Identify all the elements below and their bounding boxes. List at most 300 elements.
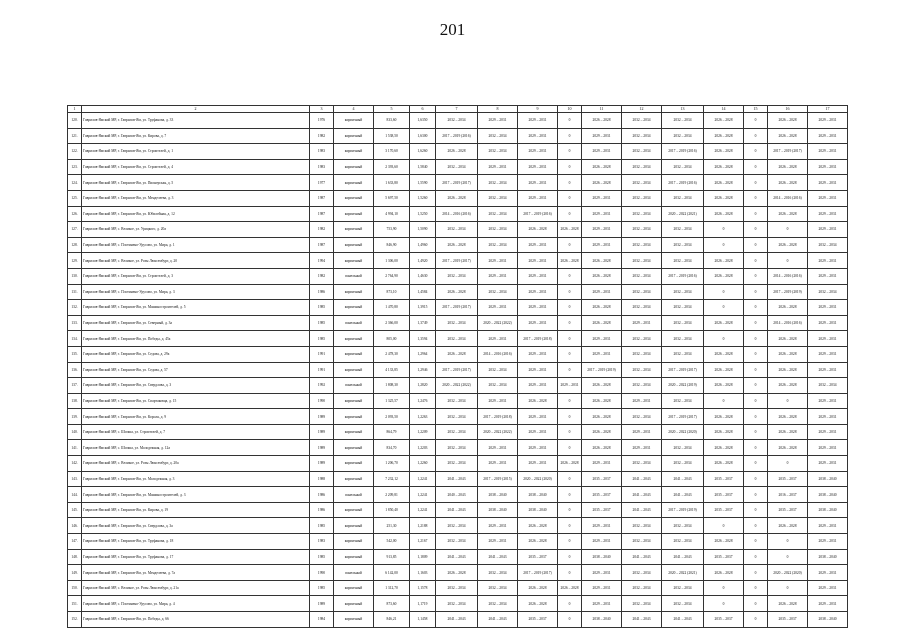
table-cell: 2032 – 2034: [478, 565, 518, 581]
address-cell: Гаврилов-Ямский МР, с. Великое, ул. Розы Люксембург, д. 20: [82, 253, 310, 269]
table-cell: 2029 – 2031: [518, 159, 558, 175]
table-cell: 2032 – 2034: [662, 113, 704, 129]
table-cell: 2017 – 2019 (2017): [436, 300, 478, 316]
table-cell: 0: [744, 144, 768, 160]
table-cell: 6 142,00: [374, 565, 410, 581]
table-cell: 2032 – 2034: [662, 190, 704, 206]
table-cell: кирпичный: [334, 596, 374, 612]
table-cell: 2029 – 2031: [478, 440, 518, 456]
table-cell: кирпичный: [334, 128, 374, 144]
table-cell: 2017 – 2019 (2019): [768, 284, 808, 300]
table-cell: 2017 – 2019 (2017): [436, 175, 478, 191]
table-cell: 2026 – 2028: [582, 315, 622, 331]
table-cell: 4 133,85: [374, 362, 410, 378]
table-cell: 2029 – 2031: [808, 315, 848, 331]
table-cell: кирпичный: [334, 424, 374, 440]
table-cell: 2035 – 2037: [704, 471, 744, 487]
table-cell: 1,1719: [410, 596, 436, 612]
table-cell: 0: [704, 393, 744, 409]
table-cell: 0: [744, 300, 768, 316]
table-cell: 1 850,40: [374, 502, 410, 518]
table-cell: панельный: [334, 268, 374, 284]
table-cell: 2029 – 2031: [518, 300, 558, 316]
table-cell: 137.: [68, 378, 82, 394]
table-cell: 2032 – 2034: [662, 393, 704, 409]
table-cell: 2032 – 2034: [436, 159, 478, 175]
table-cell: 2029 – 2031: [582, 190, 622, 206]
table-cell: 2032 – 2034: [436, 456, 478, 472]
table-cell: 2026 – 2028: [582, 378, 622, 394]
table-cell: 2041 – 2043: [662, 471, 704, 487]
table-cell: 2017 – 2019 (2019): [662, 502, 704, 518]
table-cell: 2032 – 2034: [436, 222, 478, 238]
address-cell: Гаврилов-Ямский МР, с. Шопша, ул. Молодежная, д. 12а: [82, 440, 310, 456]
table-row: [68, 190, 848, 206]
table-cell: 2029 – 2031: [808, 253, 848, 269]
table-cell: 0: [744, 268, 768, 284]
table-cell: кирпичный: [334, 346, 374, 362]
table-cell: 2026 – 2028: [436, 346, 478, 362]
table-cell: 0: [558, 128, 582, 144]
table-cell: 2029 – 2031: [808, 424, 848, 440]
header-cell: 8: [478, 106, 518, 113]
table-cell: 1,5590: [410, 175, 436, 191]
table-cell: 1,5090: [410, 222, 436, 238]
table-cell: 2029 – 2031: [808, 534, 848, 550]
table-row: [68, 440, 848, 456]
table-cell: 2017 – 2019 (2016): [662, 268, 704, 284]
table-cell: 0: [744, 440, 768, 456]
table-cell: 2032 – 2034: [478, 206, 518, 222]
table-cell: 2038 – 2040: [808, 549, 848, 565]
table-cell: 2026 – 2028: [436, 237, 478, 253]
table-cell: 2032 – 2034: [436, 409, 478, 425]
table-cell: 2026 – 2028: [768, 300, 808, 316]
address-cell: Гаврилов-Ямский МР, г. Гаврилов-Ям, ул. Седова, д. 57: [82, 362, 310, 378]
table-cell: 2029 – 2031: [808, 440, 848, 456]
header-cell: 15: [744, 106, 768, 113]
table-cell: 0: [704, 222, 744, 238]
table-cell: 2029 – 2031: [582, 128, 622, 144]
table-cell: 2032 – 2034: [622, 565, 662, 581]
table-cell: 150.: [68, 580, 82, 596]
table-cell: 141.: [68, 440, 82, 456]
table-cell: 2014 – 2016 (2016): [768, 190, 808, 206]
table-cell: 0: [768, 456, 808, 472]
table-cell: 1982: [310, 128, 334, 144]
table-cell: кирпичный: [334, 113, 374, 129]
table-cell: 2029 – 2031: [518, 268, 558, 284]
table-cell: 2032 – 2034: [436, 440, 478, 456]
table-cell: 2029 – 2031: [582, 565, 622, 581]
table-cell: 2 209,81: [374, 487, 410, 503]
table-cell: 1,4584: [410, 284, 436, 300]
table-cell: 0: [744, 502, 768, 518]
table-cell: 0: [744, 549, 768, 565]
table-cell: 2032 – 2034: [622, 206, 662, 222]
table-cell: 125.: [68, 190, 82, 206]
table-cell: 2020 – 2022 (2022): [478, 424, 518, 440]
table-cell: 1,2476: [410, 393, 436, 409]
table-cell: 2026 – 2028: [436, 190, 478, 206]
table-cell: 1986: [310, 487, 334, 503]
table-cell: кирпичный: [334, 331, 374, 347]
table-cell: 0: [744, 222, 768, 238]
table-row: [68, 300, 848, 316]
table-cell: 834,70: [374, 440, 410, 456]
header-cell: 1: [68, 106, 82, 113]
table-cell: 2032 – 2034: [622, 346, 662, 362]
table-cell: 2032 – 2034: [808, 378, 848, 394]
table-cell: 2041 – 2043: [478, 549, 518, 565]
table-cell: 143.: [68, 471, 82, 487]
table-cell: 2026 – 2028: [582, 113, 622, 129]
table-cell: 1 633,80: [374, 175, 410, 191]
table-cell: 2029 – 2031: [518, 346, 558, 362]
table-cell: 0: [744, 580, 768, 596]
table-cell: 0: [744, 190, 768, 206]
table-row: [68, 471, 848, 487]
table-cell: 144.: [68, 487, 82, 503]
table-cell: 2029 – 2031: [518, 175, 558, 191]
table-cell: 2026 – 2028: [582, 440, 622, 456]
table-cell: 0: [704, 596, 744, 612]
table-cell: 2029 – 2031: [622, 315, 662, 331]
table-cell: 2026 – 2028: [768, 159, 808, 175]
table-cell: 0: [558, 487, 582, 503]
table-cell: 126.: [68, 206, 82, 222]
table-cell: 2017 – 2019 (2018): [478, 409, 518, 425]
table-cell: 130.: [68, 268, 82, 284]
header-cell: 13: [662, 106, 704, 113]
address-cell: Гаврилов-Ямский МР, с. Плотинено-Урусово, ул. Мира, д. 1: [82, 237, 310, 253]
address-cell: Гаврилов-Ямский МР, г. Гаврилов-Ям, ул. Свердлова, д. 3: [82, 378, 310, 394]
table-cell: 142.: [68, 456, 82, 472]
table-cell: 2029 – 2031: [582, 284, 622, 300]
table-cell: 2029 – 2031: [478, 456, 518, 472]
table-cell: 2026 – 2028: [582, 300, 622, 316]
table-cell: 2 478,30: [374, 346, 410, 362]
table-cell: 805,00: [374, 331, 410, 347]
table-cell: 1 470,80: [374, 300, 410, 316]
address-cell: Гаврилов-Ямский МР, г. Гаврилов-Ям, ул. Труфанова, д. 18: [82, 534, 310, 550]
table-row: [68, 424, 848, 440]
table-row: [68, 596, 848, 612]
table-cell: 2026 – 2028: [704, 253, 744, 269]
table-cell: 2020 – 2022 (2020): [662, 424, 704, 440]
table-cell: 0: [744, 565, 768, 581]
table-cell: 0: [704, 580, 744, 596]
table-cell: 2032 – 2034: [662, 518, 704, 534]
table-cell: 145.: [68, 502, 82, 518]
table-cell: 2032 – 2034: [436, 518, 478, 534]
table-cell: 2026 – 2028: [704, 409, 744, 425]
table-cell: 0: [558, 424, 582, 440]
table-cell: 2029 – 2031: [808, 393, 848, 409]
table-cell: 1990: [310, 565, 334, 581]
table-cell: 0: [744, 284, 768, 300]
table-cell: 2041 – 2043: [436, 502, 478, 518]
table-cell: 2032 – 2034: [662, 440, 704, 456]
table-cell: 1989: [310, 596, 334, 612]
table-cell: 0: [558, 612, 582, 628]
table-cell: 2026 – 2028: [582, 393, 622, 409]
table-cell: 2032 – 2034: [662, 300, 704, 316]
table-cell: 0: [768, 222, 808, 238]
table-cell: 2026 – 2028: [704, 159, 744, 175]
table-cell: 1989: [310, 440, 334, 456]
table-cell: 846,21: [374, 612, 410, 628]
table-cell: 2029 – 2031: [478, 113, 518, 129]
table-cell: 1988: [310, 471, 334, 487]
table-cell: 2035 – 2037: [768, 471, 808, 487]
table-cell: 2041 – 2043: [662, 549, 704, 565]
table-row: [68, 284, 848, 300]
table-cell: 2032 – 2034: [436, 393, 478, 409]
table-row: [68, 518, 848, 534]
table-cell: 2026 – 2028: [768, 518, 808, 534]
table-cell: 1,1458: [410, 612, 436, 628]
table-cell: 0: [704, 300, 744, 316]
table-cell: 0: [768, 393, 808, 409]
table-cell: 2032 – 2034: [808, 284, 848, 300]
table-cell: 2026 – 2028: [518, 580, 558, 596]
table-cell: 2032 – 2034: [436, 580, 478, 596]
table-cell: 2029 – 2031: [518, 315, 558, 331]
table-cell: 0: [744, 175, 768, 191]
table-cell: 2026 – 2028: [518, 534, 558, 550]
table-cell: 2032 – 2034: [478, 580, 518, 596]
table-cell: 2014 – 2016 (2016): [478, 346, 518, 362]
table-cell: 2026 – 2028: [704, 268, 744, 284]
table-cell: 2032 – 2034: [662, 253, 704, 269]
table-cell: 2029 – 2031: [558, 378, 582, 394]
table-cell: 136.: [68, 362, 82, 378]
table-cell: 1994: [310, 253, 334, 269]
table-cell: 2041 – 2043: [436, 612, 478, 628]
table-cell: панельный: [334, 565, 374, 581]
table-cell: 1989: [310, 409, 334, 425]
table-cell: 2029 – 2031: [518, 128, 558, 144]
table-cell: 1987: [310, 206, 334, 222]
table-cell: кирпичный: [334, 549, 374, 565]
table-cell: 2029 – 2031: [808, 596, 848, 612]
table-cell: 2032 – 2034: [478, 284, 518, 300]
table-cell: 2029 – 2031: [808, 268, 848, 284]
table-row: [68, 393, 848, 409]
table-cell: 2035 – 2037: [582, 487, 622, 503]
table-cell: 2038 – 2040: [478, 502, 518, 518]
table-cell: 138.: [68, 393, 82, 409]
table-cell: 1,2820: [410, 378, 436, 394]
table-cell: 2029 – 2031: [518, 440, 558, 456]
table-cell: 1986: [310, 502, 334, 518]
table-cell: 2026 – 2028: [768, 206, 808, 222]
table-cell: 2026 – 2028: [582, 253, 622, 269]
table-cell: 2029 – 2031: [808, 346, 848, 362]
address-cell: Гаврилов-Ямский МР, г. Гаврилов-Ям, ул. Пионерская, д. 5: [82, 175, 310, 191]
table-cell: 2029 – 2031: [808, 222, 848, 238]
table-cell: 2035 – 2037: [582, 502, 622, 518]
table-cell: 2040 – 2043: [436, 487, 478, 503]
table-cell: 2029 – 2031: [478, 159, 518, 175]
table-cell: 1985: [310, 300, 334, 316]
table-cell: 148.: [68, 549, 82, 565]
table-cell: 2032 – 2034: [622, 237, 662, 253]
table-cell: 2032 – 2034: [662, 284, 704, 300]
table-cell: 1,2241: [410, 487, 436, 503]
address-cell: Гаврилов-Ямский МР, г. Гаврилов-Ям, ул. Менделеева, д. 7а: [82, 565, 310, 581]
table-cell: 2032 – 2034: [622, 534, 662, 550]
table-cell: 1986: [310, 284, 334, 300]
table-cell: 2029 – 2031: [808, 190, 848, 206]
table-cell: 251,30: [374, 518, 410, 534]
table-cell: 2029 – 2031: [582, 456, 622, 472]
table-row: [68, 409, 848, 425]
table-cell: 0: [558, 237, 582, 253]
table-cell: 2026 – 2028: [768, 175, 808, 191]
table-cell: 2026 – 2028: [704, 440, 744, 456]
table-cell: 2029 – 2031: [582, 144, 622, 160]
table-cell: кирпичный: [334, 222, 374, 238]
table-row: [68, 128, 848, 144]
table-cell: кирпичный: [334, 612, 374, 628]
table-cell: 2035 – 2037: [704, 502, 744, 518]
table-cell: 2029 – 2031: [518, 409, 558, 425]
table-cell: 0: [558, 284, 582, 300]
address-cell: Гаврилов-Ямский МР, с. Шопша, ул. Строителей, д. 7: [82, 424, 310, 440]
table-cell: 2017 – 2019 (2018): [518, 331, 558, 347]
table-cell: 2029 – 2031: [808, 456, 848, 472]
table-cell: 1,3594: [410, 331, 436, 347]
table-cell: 0: [744, 534, 768, 550]
table-cell: 1985: [310, 549, 334, 565]
table-cell: 2041 – 2043: [622, 487, 662, 503]
table-cell: 0: [558, 440, 582, 456]
table-cell: 913,85: [374, 549, 410, 565]
table-cell: панельный: [334, 315, 374, 331]
table-cell: 2038 – 2040: [808, 612, 848, 628]
table-cell: 0: [744, 331, 768, 347]
table-cell: 0: [768, 549, 808, 565]
table-cell: 2032 – 2034: [662, 456, 704, 472]
table-cell: 0: [744, 518, 768, 534]
capital-repair-table: [67, 105, 848, 628]
table-cell: 2 366,00: [374, 315, 410, 331]
table-cell: 0: [558, 175, 582, 191]
table-cell: 2026 – 2028: [768, 378, 808, 394]
table-cell: 2032 – 2034: [478, 378, 518, 394]
table-cell: 1,2209: [410, 424, 436, 440]
table-cell: 2026 – 2028: [558, 222, 582, 238]
page-number: 201: [439, 20, 466, 39]
table-cell: 123.: [68, 159, 82, 175]
table-cell: 2029 – 2031: [622, 424, 662, 440]
table-cell: 2029 – 2031: [808, 128, 848, 144]
table-cell: кирпичный: [334, 440, 374, 456]
table-cell: 2029 – 2031: [582, 237, 622, 253]
table-cell: 2032 – 2034: [436, 596, 478, 612]
table-cell: 1,1809: [410, 549, 436, 565]
table-cell: 2026 – 2028: [582, 175, 622, 191]
table-cell: 2017 – 2019 (2017): [436, 253, 478, 269]
table-cell: 132.: [68, 300, 82, 316]
table-row: [68, 534, 848, 550]
table-cell: 0: [558, 268, 582, 284]
table-cell: 2029 – 2031: [582, 206, 622, 222]
address-cell: Гаврилов-Ямский МР, г. Гаврилов-Ям, ул. Короля, д. 9: [82, 409, 310, 425]
table-cell: 2026 – 2028: [582, 424, 622, 440]
table-cell: кирпичный: [334, 237, 374, 253]
table-cell: 1,2964: [410, 346, 436, 362]
table-cell: 2035 – 2037: [518, 549, 558, 565]
table-cell: 1989: [310, 424, 334, 440]
address-cell: Гаврилов-Ямский МР, г. Гаврилов-Ям, ул. Строителей, д. 3: [82, 268, 310, 284]
table-cell: 2026 – 2028: [768, 596, 808, 612]
table-cell: 2026 – 2028: [558, 253, 582, 269]
table-cell: 2029 – 2031: [518, 113, 558, 129]
address-cell: Гаврилов-Ямский МР, с. Великое, ул. Урицкого, д. 20а: [82, 222, 310, 238]
table-cell: 2032 – 2034: [478, 596, 518, 612]
table-cell: 1991: [310, 346, 334, 362]
table-cell: 135.: [68, 346, 82, 362]
table-cell: 0: [558, 518, 582, 534]
table-cell: 0: [558, 331, 582, 347]
table-cell: 129.: [68, 253, 82, 269]
table-cell: 2029 – 2031: [582, 331, 622, 347]
table-cell: 2026 – 2028: [704, 144, 744, 160]
table-cell: 2032 – 2034: [478, 362, 518, 378]
header-cell: 9: [518, 106, 558, 113]
table-cell: 873,60: [374, 596, 410, 612]
table-cell: 2035 – 2037: [768, 502, 808, 518]
table-cell: 2026 – 2028: [768, 424, 808, 440]
table-cell: 2038 – 2040: [808, 502, 848, 518]
table-cell: 2032 – 2034: [478, 237, 518, 253]
table-cell: 2026 – 2028: [768, 113, 808, 129]
table-row: [68, 612, 848, 628]
address-cell: Гаврилов-Ямский МР, г. Гаврилов-Ям, ул. Труфанова, д. 33: [82, 113, 310, 129]
table-cell: 1,2241: [410, 471, 436, 487]
table-cell: 2032 – 2034: [622, 284, 662, 300]
table-row: [68, 268, 848, 284]
table-cell: 2032 – 2034: [662, 331, 704, 347]
table-cell: 2029 – 2031: [478, 534, 518, 550]
table-cell: 2020 – 2022 (2020): [768, 565, 808, 581]
table-cell: 2026 – 2028: [704, 456, 744, 472]
address-cell: Гаврилов-Ямский МР, г. Гаврилов-Ям, ул. Кирова, д. 7: [82, 128, 310, 144]
table-cell: 1 808,30: [374, 378, 410, 394]
address-cell: Гаврилов-Ямский МР, г. Гаврилов-Ям, ул. Машиностроителей, д. 3: [82, 487, 310, 503]
table-cell: 0: [744, 113, 768, 129]
table-cell: 2026 – 2028: [518, 393, 558, 409]
table-cell: 2026 – 2028: [436, 565, 478, 581]
table-cell: кирпичный: [334, 409, 374, 425]
table-cell: 0: [558, 144, 582, 160]
table-cell: кирпичный: [334, 362, 374, 378]
header-row: [68, 106, 848, 113]
table-cell: 2038 – 2040: [582, 549, 622, 565]
table-cell: 1,6350: [410, 113, 436, 129]
table-cell: 2029 – 2031: [518, 456, 558, 472]
table-cell: 1987: [310, 237, 334, 253]
address-cell: Гаврилов-Ямский МР, г. Гаврилов-Ям, ул. Кирова, д. 19: [82, 502, 310, 518]
table-cell: 0: [558, 565, 582, 581]
table-cell: 2026 – 2028: [558, 456, 582, 472]
table-cell: 2020 – 2022 (2021): [662, 206, 704, 222]
table-cell: 873,10: [374, 284, 410, 300]
table-cell: 0: [558, 113, 582, 129]
